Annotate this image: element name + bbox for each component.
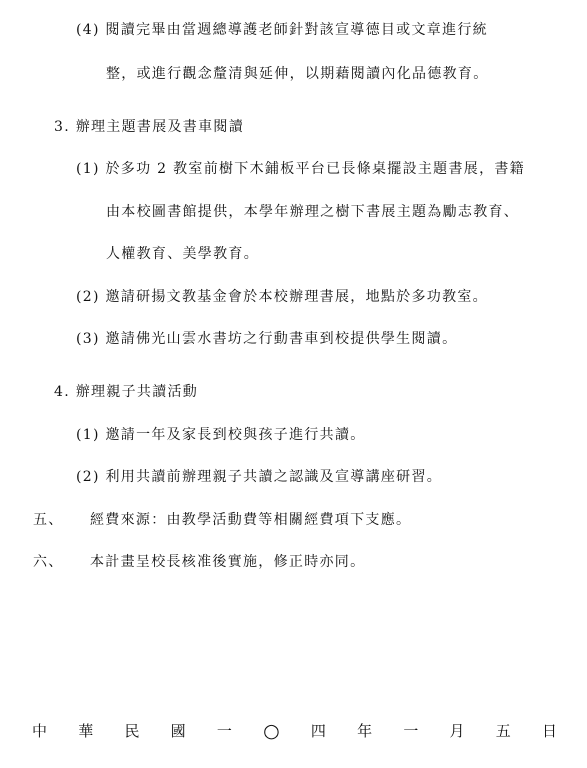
section-6-marker: 六、 bbox=[33, 554, 64, 570]
date-char: 一 bbox=[403, 722, 419, 740]
section-5-text: 經費來源：由教學活動費等相關經費項下支應。 bbox=[90, 512, 412, 528]
date-char: 五 bbox=[495, 722, 511, 740]
item-3-2: (2) 邀請研揚文教基金會於本校辦理書展，地點於多功教室。 bbox=[76, 289, 488, 305]
item-4-2: (2) 利用共讀前辦理親子共讀之認識及宣導講座研習。 bbox=[76, 469, 443, 485]
item-3-1-line-3: 人權教育、美學教育。 bbox=[106, 246, 259, 262]
date-char: 四 bbox=[310, 722, 326, 740]
date-char: 中 bbox=[32, 722, 48, 740]
item-4-line-1: (4) 閱讀完畢由當週總導護老師針對該宣導德目或文章進行統 bbox=[76, 22, 488, 38]
item-4-line-2: 整，或進行觀念釐清與延伸，以期藉閱讀內化品德教育。 bbox=[106, 66, 489, 82]
section-6-text: 本計畫呈校長核准後實施，修正時亦同。 bbox=[90, 554, 366, 570]
date-char: 月 bbox=[449, 722, 465, 740]
item-4-1: (1) 邀請一年及家長到校與孩子進行共讀。 bbox=[76, 427, 366, 443]
date-char: 日 bbox=[541, 722, 557, 740]
item-3-1-line-2: 由本校圖書館提供，本學年辦理之樹下書展主題為勵志教育、 bbox=[106, 204, 520, 220]
item-3-3: (3) 邀請佛光山雲水書坊之行動書車到校提供學生閱讀。 bbox=[76, 331, 458, 347]
item-3-1-line-1: (1) 於多功 2 教室前樹下木鋪板平台已長條桌擺設主題書展，書籍 bbox=[76, 161, 525, 177]
date-char: 民 bbox=[124, 722, 140, 740]
section-3-heading: 3. 辦理主題書展及書車閱讀 bbox=[54, 119, 245, 135]
date-char: 國 bbox=[170, 722, 186, 740]
document-date bbox=[32, 722, 557, 740]
date-char: 一 bbox=[216, 722, 232, 740]
section-5-marker: 五、 bbox=[33, 512, 64, 528]
date-char: ○ bbox=[263, 720, 280, 742]
section-4-heading: 4. 辦理親子共讀活動 bbox=[54, 384, 199, 400]
date-char: 華 bbox=[78, 722, 94, 740]
date-char: 年 bbox=[357, 722, 373, 740]
